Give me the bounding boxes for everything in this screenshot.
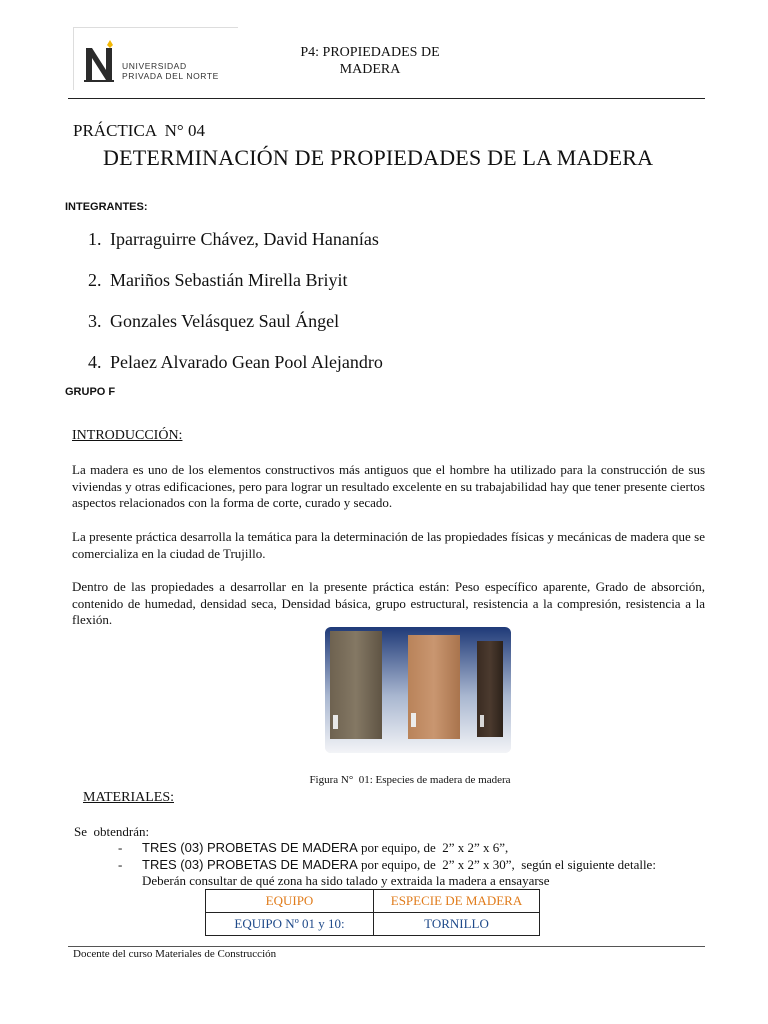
table-header-cell: EQUIPO xyxy=(206,890,374,913)
table-header-cell: ESPECIE DE MADERA xyxy=(374,890,540,913)
materials-heading: MATERIALES: xyxy=(83,790,174,805)
detail-table xyxy=(205,889,540,936)
materials-item-caps: TRES (03) PROBETAS DE MADERA xyxy=(142,857,358,872)
footer-text: Docente del curso Materiales de Construcción xyxy=(73,948,277,960)
member-item xyxy=(88,229,379,250)
materials-note: Deberán consultar de qué zona ha sido talado y extraida la madera a ensayarse xyxy=(142,873,550,888)
intro-paragraph: La presente práctica desarrolla la temática para la determinación de las propiedades físicas y mecánicas de madera que se comercializa en la ciudad de Trujillo. xyxy=(72,529,705,561)
wood-samples-image xyxy=(325,627,511,753)
intro-paragraph: La madera es uno de los elementos constructivos más antiguos que el hombre ha utilizado para la construcción de sus viviendas y otras edificaciones, pero para lograr un resultado excelente en su trabajabilidad hay que tener presente ciertos aspectos relacionados con la forma de corte, curado y secado. xyxy=(72,462,705,510)
materials-item xyxy=(142,857,656,873)
integrantes-label: INTEGRANTES: xyxy=(65,201,148,213)
logo-name-line1: UNIVERSIDAD xyxy=(122,61,187,71)
table-header-row xyxy=(206,890,540,913)
bullet-dash: - xyxy=(118,840,123,855)
intro-paragraph: Dentro de las propiedades a desarrollar en la presente práctica están: Peso específico aparente, Grado de absorción, contenido de humedad, densidad seca, Densidad básica, grupo estructural, resistencia a la compresión, resistencia a la flexión. xyxy=(72,579,705,627)
member-name: Gonzales Velásquez Saul Ángel xyxy=(110,311,340,331)
member-item xyxy=(88,352,383,373)
materials-item-rest: por equipo, de 2” x 2” x 6”, xyxy=(357,840,509,855)
materials-item-rest: por equipo, de 2” x 2” x 30”, según el siguiente detalle: xyxy=(357,857,656,872)
header-divider xyxy=(68,98,705,99)
member-item xyxy=(88,311,339,332)
figure-caption xyxy=(0,774,768,786)
materials-item xyxy=(142,840,508,856)
group-label: GRUPO F xyxy=(65,386,116,398)
member-number: 4. xyxy=(88,352,102,372)
wood-samples-photo xyxy=(325,627,511,753)
header-title-line2: MADERA xyxy=(339,62,401,77)
materials-intro: Se obtendrán: xyxy=(74,824,150,839)
intro-heading: INTRODUCCIÓN: xyxy=(72,428,183,443)
member-item xyxy=(88,270,347,291)
bullet-dash: - xyxy=(118,857,123,872)
footer-divider xyxy=(68,946,705,947)
member-name: Mariños Sebastián Mirella Briyit xyxy=(110,270,348,290)
member-number: 1. xyxy=(88,229,102,249)
figure-caption-text: Figura N° 01: Especies de madera de madera xyxy=(309,774,511,786)
table-row xyxy=(206,913,540,936)
page-title: DETERMINACIÓN DE PROPIEDADES DE LA MADERA xyxy=(103,145,654,170)
materials-item-caps: TRES (03) PROBETAS DE MADERA xyxy=(142,840,358,855)
member-name: Iparraguirre Chávez, David Hananías xyxy=(110,229,379,249)
member-name: Pelaez Alvarado Gean Pool Alejandro xyxy=(110,352,383,372)
practice-number: PRÁCTICA N° 04 xyxy=(73,121,205,140)
header-title-line1: P4: PROPIEDADES DE xyxy=(300,45,440,60)
logo-text xyxy=(122,61,219,81)
table-cell: TORNILLO xyxy=(374,913,540,936)
header-title xyxy=(290,44,450,78)
member-number: 3. xyxy=(88,311,102,331)
table-cell: EQUIPO Nº 01 y 10: xyxy=(206,913,374,936)
logo-name-line2: PRIVADA DEL NORTE xyxy=(122,71,219,81)
upn-logo-icon xyxy=(80,36,122,86)
member-number: 2. xyxy=(88,270,102,290)
university-logo xyxy=(73,27,238,90)
